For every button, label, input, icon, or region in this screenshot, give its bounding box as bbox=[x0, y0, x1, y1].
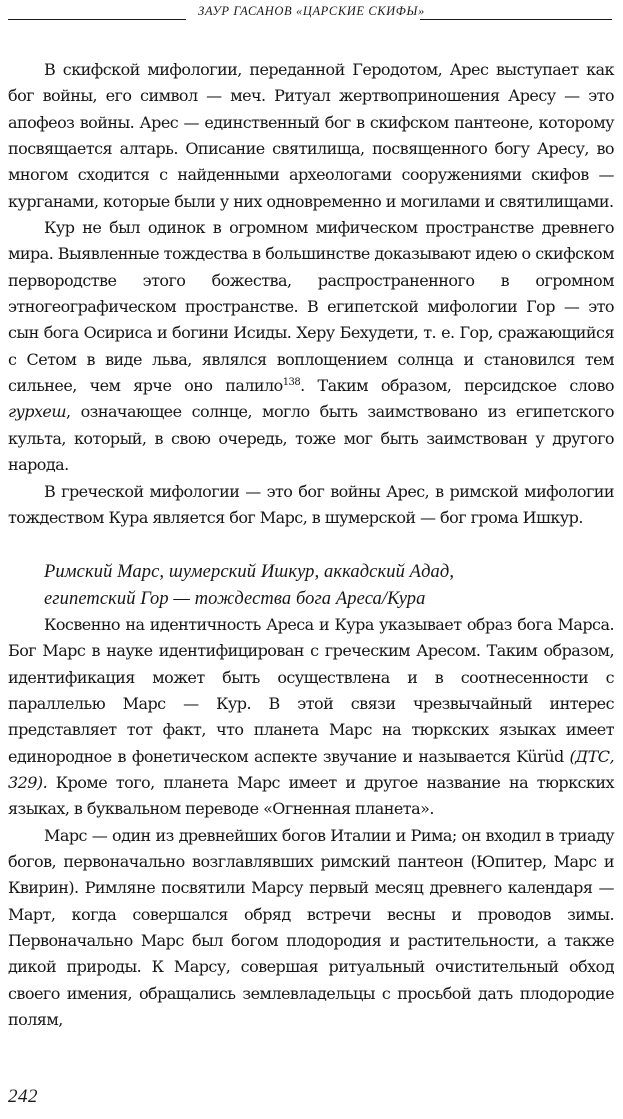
footnote-ref-138: 138 bbox=[282, 377, 301, 389]
paragraph-2 bbox=[8, 215, 614, 478]
paragraph-2-text-end: , означающее солнце, могло быть заимствовано из египетского культа, который, в свою очередь, тоже мог быть заимствован у другого народа. bbox=[8, 402, 614, 475]
page-number: 242 bbox=[8, 1086, 38, 1107]
header-rule-right bbox=[420, 19, 612, 20]
running-header bbox=[0, 0, 623, 30]
paragraph-4 bbox=[8, 612, 614, 823]
citation-dts: (ДТС, 329). bbox=[8, 746, 614, 792]
paragraph-3: В греческой мифологии — это бог войны Арес, в римской мифологии тождеством Кура является бог Марс, в шумерской — бог грома Ишкур. bbox=[8, 481, 614, 527]
header-rule-left bbox=[8, 19, 186, 20]
subheading-line-2: египетский Гор — тождества бога Ареса/Кура bbox=[44, 588, 426, 609]
paragraph-1: В скифской мифологии, переданной Геродотом, Арес выступает как бог войны, его символ — меч. Ритуал жертвоприношения Аресу — это апофеоз войны. Арес — единственный бог в скифском пантеоне, которому посвящается алтарь. Описание святилища, посвященного богу Аресу, во многом сходится с найденными археологами сооружениями скифов — курганами, которые были у них одновременно и могилами и святилищами. bbox=[8, 60, 614, 211]
main-text bbox=[8, 57, 614, 1033]
paragraph-2-text-cont: . Таким образом, персидское слово bbox=[300, 376, 614, 396]
term-gurkhesh: гурхеш bbox=[8, 402, 66, 422]
paragraph-4-text-end: Кроме того, планета Марс имеет и другое название на тюркских языках, в буквальном переводе «Огненная планета». bbox=[8, 772, 614, 819]
paragraph-2-text: Кур не был одинок в огромном мифическом пространстве древнего мира. Выявленные тождества в большинстве доказывают идею о скифском первородстве этого божества, распространенного в огромном этногеографическом пространстве. В египетской мифологии Гор — это сын бога Осириса и богини Исиды. Херу Бехудети, т. е. Гор, сражающийся с Сетом в виде льва, являлся воплощением солнца и становился тем сильнее, чем ярче оно палило bbox=[8, 218, 614, 396]
running-title: ЗАУР ГАСАНОВ «ЦАРСКИЕ СКИФЫ» bbox=[198, 4, 425, 18]
paragraph-5: Марс — один из древнейших богов Италии и Рима; он входил в триаду богов, первоначально возглавлявших римский пантеон (Юпитер, Марс и Квирин). Римляне посвятили Марсу первый месяц древнего календаря — Март, когда совершался обряд встречи весны и проводов зимы. Первоначально Марс был богом плодородия и растительности, а также дикой природы. К Марсу, совершая ритуальный очистительный обход своего имения, обращались землевладельцы с просьбой дать плодородие полям, bbox=[8, 825, 614, 1030]
paragraph-4-text: Косвенно на идентичность Ареса и Кура указывает образ бога Марса. Бог Марс в науке идентифицирован с греческим Аресом. Таким образом, идентификация может быть осуществлена и в соотнесенности с параллелью Марс — Кур. В этой связи чрезвычайный интерес представляет тот факт, что планета Марс на тюркских языках имеет единородное в фонетическом аспекте звучание и называется Kürüd bbox=[8, 614, 614, 766]
subheading-line-1: Римский Марс, шумерский Ишкур, аккадский Адад, bbox=[44, 562, 455, 583]
section-subheading bbox=[8, 559, 614, 612]
